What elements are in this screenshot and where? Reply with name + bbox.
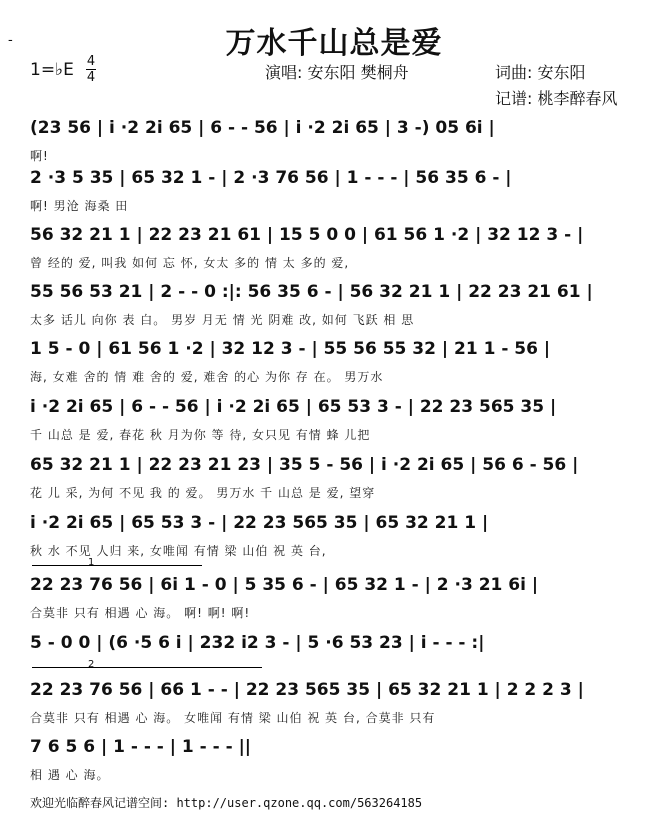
lyrics-row: 合莫非 只有 相遇 心 海。 女唯闻 有情 梁 山伯 祝 英 台, 合莫非 只有 [30, 711, 436, 725]
score-line-1 [0, 118, 668, 174]
notation-row: 2 ·3 5 35 | 65 32 1 - | 2 ·3 76 56 | 1 - - - | 56 35 6 - | [30, 168, 512, 188]
lyrics-row: 啊! 男沧 海桑 田 [30, 199, 129, 213]
notation-row: 22 23 76 56 | 66 1 - - | 22 23 565 35 | 65 32 21 1 | 2 2 2 3 | [30, 680, 584, 700]
notation-row: 56 32 21 1 | 22 23 21 61 | 15 5 0 0 | 61 56 1 ·2 | 32 12 3 - | [30, 225, 584, 245]
lyrics-row: 花 儿 采, 为何 不见 我 的 爱。 男万水 千 山总 是 爱, 望穿 [30, 486, 376, 500]
notation-row: 22 23 76 56 | 6i 1 - 0 | 5 35 6 - | 65 32 1 - | 2 ·3 21 6i | [30, 575, 539, 595]
lyrics-row: 千 山总 是 爱, 春花 秋 月为你 等 待, 女只见 有情 蜂 儿把 [30, 428, 371, 442]
volta-bracket-1 [32, 565, 202, 566]
score-line-3 [0, 225, 668, 281]
volta-label-2: 2 [88, 659, 95, 670]
notation-row: 55 56 53 21 | 2 - - 0 :|: 56 35 6 - | 56 32 21 1 | 22 23 21 61 | [30, 282, 593, 302]
footer-text: 欢迎光临醉春风记谱空间: http://user.qzone.qq.com/563264185 [30, 796, 423, 810]
notation-row: 5 - 0 0 | (6 ·5 6 i | 232 i2 3 - | 5 ·6 53 23 | i - - - :| [30, 633, 485, 653]
meter-top: 4 [86, 54, 96, 69]
lyrics-row: 相 遇 心 海。 [30, 768, 110, 782]
composer-credit: 词曲: 安东阳 [495, 63, 586, 82]
meter-bottom: 4 [86, 70, 96, 85]
score-line-5 [0, 339, 668, 395]
score-line-2 [0, 168, 668, 224]
notation-row: 7 6 5 6 | 1 - - - | 1 - - - || [30, 737, 251, 757]
score-line-7 [0, 455, 668, 511]
score-line-6 [0, 397, 668, 453]
volta-label-1: 1 [88, 557, 95, 568]
notation-row: i ·2 2i 65 | 65 53 3 - | 22 23 565 35 | 65 32 21 1 | [30, 513, 489, 533]
singer-credit: 演唱: 安东阳 樊桐舟 [265, 63, 409, 82]
notation-row: 1 5 - 0 | 61 56 1 ·2 | 32 12 3 - | 55 56 55 32 | 21 1 - 56 | [30, 339, 551, 359]
lyrics-row: 合莫非 只有 相遇 心 海。 啊! 啊! 啊! [30, 606, 251, 620]
notation-row: i ·2 2i 65 | 6 - - 56 | i ·2 2i 65 | 65 53 3 - | 22 23 565 35 | [30, 397, 557, 417]
notation-row: 65 32 21 1 | 22 23 21 23 | 35 5 - 56 | i ·2 2i 65 | 56 6 - 56 | [30, 455, 579, 475]
lyrics-row: 曾 经的 爱, 叫我 如何 忘 怀, 女太 多的 情 太 多的 爱, [30, 256, 350, 270]
page-mark: - [8, 32, 13, 48]
key-signature: 1=♭E [30, 60, 74, 80]
lyrics-row: 啊! [30, 149, 49, 163]
score-line-12 [0, 737, 668, 793]
time-signature [86, 55, 96, 84]
score-line-11 [0, 680, 668, 736]
score-line-8 [0, 513, 668, 569]
notation-row: (23 56 | i ·2 2i 65 | 6 - - 56 | i ·2 2i 65 | 3 -) 05 6i | [30, 118, 495, 138]
score-line-9 [0, 575, 668, 631]
score-line-4 [0, 282, 668, 338]
song-title: 万水千山总是爱 [225, 26, 443, 61]
volta-bracket-2 [32, 667, 262, 668]
lyrics-row: 太多 话儿 向你 表 白。 男岁 月无 情 光 阴难 改, 如何 飞跃 相 思 [30, 313, 415, 327]
lyrics-row: 秋 水 不见 人归 来, 女唯闻 有情 梁 山伯 祝 英 台, [30, 544, 327, 558]
lyrics-row: 海, 女难 舍的 情 难 舍的 爱, 难舍 的心 为你 存 在。 男万水 [30, 370, 384, 384]
recorder-credit: 记谱: 桃李醉春风 [495, 89, 618, 108]
